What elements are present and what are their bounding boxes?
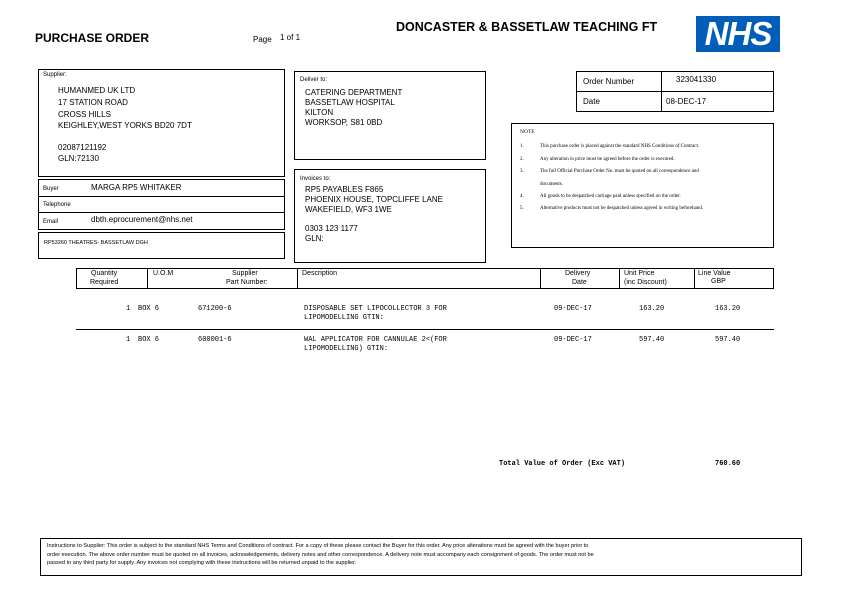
- supplier-box: [38, 69, 285, 177]
- instructions-line: Instructions to Supplier: This order is subject to the standard NHS Terms and Conditions of contract. For a copy of these please contact the Buyer for this order. Any price alterations must be agreed with the buyer prior to: [47, 543, 589, 549]
- note-item: 3. The full Official Purchase Order No. must be quoted on all correspondence and: [520, 169, 699, 174]
- header-supplier: Supplier: [232, 270, 258, 277]
- deliver-to-line: KILTON: [305, 108, 334, 117]
- supplier-address-line: 17 STATION ROAD: [58, 98, 128, 107]
- row-line-value: 163.20: [715, 305, 741, 313]
- deliver-to-line: WORKSOP, S81 0BD: [305, 118, 383, 127]
- order-date-label: Date: [583, 97, 600, 106]
- header-discount: (inc Discount): [624, 279, 667, 286]
- organisation-name: DONCASTER & BASSETLAW TEACHING FT: [396, 20, 658, 34]
- invoice-phone: 0303 123 1177: [305, 224, 358, 233]
- document-title: PURCHASE ORDER: [35, 31, 150, 45]
- row-description: LIPOMODELLING GTIN:: [304, 314, 384, 322]
- note-item: 1. This purchase order is placed against the standard NHS Conditions of Contract.: [520, 144, 700, 149]
- instructions-line: order execution. The above order number must be quoted on all invoices, acknowledgements, delivery notes and other correspondence. A delivery note must accompany each consignment of goods. The order must not be: [47, 552, 594, 558]
- table-row: [0, 336, 842, 360]
- header-quantity-sub: Required: [90, 279, 119, 286]
- deliver-to-label: Deliver to:: [300, 77, 328, 83]
- note-item: 4. All goods to be despatched carriage paid unless specified on the order.: [520, 194, 681, 199]
- instructions-line: passed to any third party for supply. Any invoices not complying with these instructions will be returned unpaid to the supplier.: [47, 560, 357, 566]
- header-unit-price: Unit Price: [624, 270, 655, 277]
- divider: [694, 269, 695, 288]
- total-label: Total Value of Order (Exc VAT): [499, 460, 626, 468]
- header-description: Description: [302, 270, 338, 277]
- email-label: Email: [43, 219, 59, 225]
- header-delivery: Delivery: [565, 270, 591, 277]
- invoice-to-line: RP5 PAYABLES F865: [305, 185, 384, 194]
- invoice-to-label: Invoices to:: [300, 176, 331, 182]
- notes-label: NOTE: [520, 129, 535, 135]
- invoice-to-line: PHOENIX HOUSE, TOPCLIFFE LANE: [305, 195, 443, 204]
- row-delivery-date: 09-DEC-17: [554, 305, 592, 313]
- department-box: [38, 232, 285, 259]
- order-date-value: 08-DEC-17: [666, 97, 707, 106]
- buyer-email: dbth.eprocurement@nhs.net: [91, 215, 193, 224]
- note-item: 5. Alternative products must not be despatched unless agreed in writing beforehand.: [520, 206, 704, 211]
- supplier-instructions-box: [40, 538, 802, 576]
- header-gbp: GBP: [711, 278, 726, 285]
- row-quantity: 1: [126, 305, 131, 313]
- order-number-value: 323041330: [676, 75, 717, 84]
- total-value: 760.60: [715, 460, 741, 468]
- divider: [661, 72, 662, 111]
- invoice-to-line: WAKEFIELD, WF3 1WE: [305, 205, 392, 214]
- supplier-name: HUMANMED UK LTD: [58, 86, 136, 95]
- divider: [147, 269, 148, 288]
- deliver-to-line: BASSETLAW HOSPITAL: [305, 98, 395, 107]
- header-line-value: Line Value: [698, 270, 731, 277]
- divider: [619, 269, 620, 288]
- header-uom: U.O.M: [153, 270, 174, 277]
- divider: [39, 212, 284, 213]
- row-quantity: 1: [126, 336, 131, 344]
- divider: [39, 196, 284, 197]
- deliver-to-line: CATERING DEPARTMENT: [305, 88, 403, 97]
- department-name: RP53260 THEATRES- BASSETLAW DGH: [44, 240, 148, 246]
- supplier-phone: 02087121192: [58, 143, 107, 152]
- row-uom: BOX 6: [138, 305, 160, 313]
- row-line-value: 597.40: [715, 336, 741, 344]
- divider: [297, 269, 298, 288]
- deliver-to-box: [294, 71, 486, 160]
- note-item: documents.: [540, 182, 563, 187]
- row-divider: [76, 329, 774, 330]
- header-part-number: Part Number:: [226, 279, 268, 286]
- nhs-logo: NHS: [696, 16, 780, 52]
- supplier-address-line: CROSS HILLS: [58, 110, 111, 119]
- row-unit-price: 597.40: [639, 336, 665, 344]
- page-label: Page: [253, 35, 272, 44]
- invoice-to-box: [294, 169, 486, 263]
- order-number-label: Order Number: [583, 77, 635, 86]
- notes-box: [511, 123, 774, 248]
- page-number: 1 of 1: [280, 33, 301, 42]
- buyer-label: Buyer: [43, 186, 59, 192]
- row-description: WAL APPLICATOR FOR CANNULAE 2<(FOR: [304, 336, 447, 344]
- header-delivery-date: Date: [572, 279, 587, 286]
- row-part-number: 671200-6: [198, 305, 232, 313]
- supplier-gln: GLN:72130: [58, 154, 99, 163]
- divider: [577, 91, 773, 92]
- supplier-address-line: KEIGHLEY,WEST YORKS BD20 7DT: [58, 121, 192, 130]
- supplier-label: Supplier:: [43, 72, 67, 78]
- invoice-gln: GLN:: [305, 234, 324, 243]
- divider: [540, 269, 541, 288]
- row-part-number: 600001-6: [198, 336, 232, 344]
- telephone-label: Telephone: [43, 202, 71, 208]
- row-unit-price: 163.20: [639, 305, 665, 313]
- table-header: [76, 268, 774, 289]
- buyer-box: [38, 179, 285, 230]
- row-description: LIPOMODELLING) GTIN:: [304, 345, 389, 353]
- order-info-box: [576, 71, 774, 112]
- header-quantity: Quantity: [91, 270, 118, 277]
- table-row: [0, 305, 842, 329]
- buyer-name: MARGA RP5 WHITAKER: [91, 183, 182, 192]
- row-uom: BOX 6: [138, 336, 160, 344]
- row-delivery-date: 09-DEC-17: [554, 336, 592, 344]
- row-description: DISPOSABLE SET LIPOCOLLECTOR 3 FOR: [304, 305, 447, 313]
- note-item: 2. Any alteration in price must be agreed before the order is executed.: [520, 157, 675, 162]
